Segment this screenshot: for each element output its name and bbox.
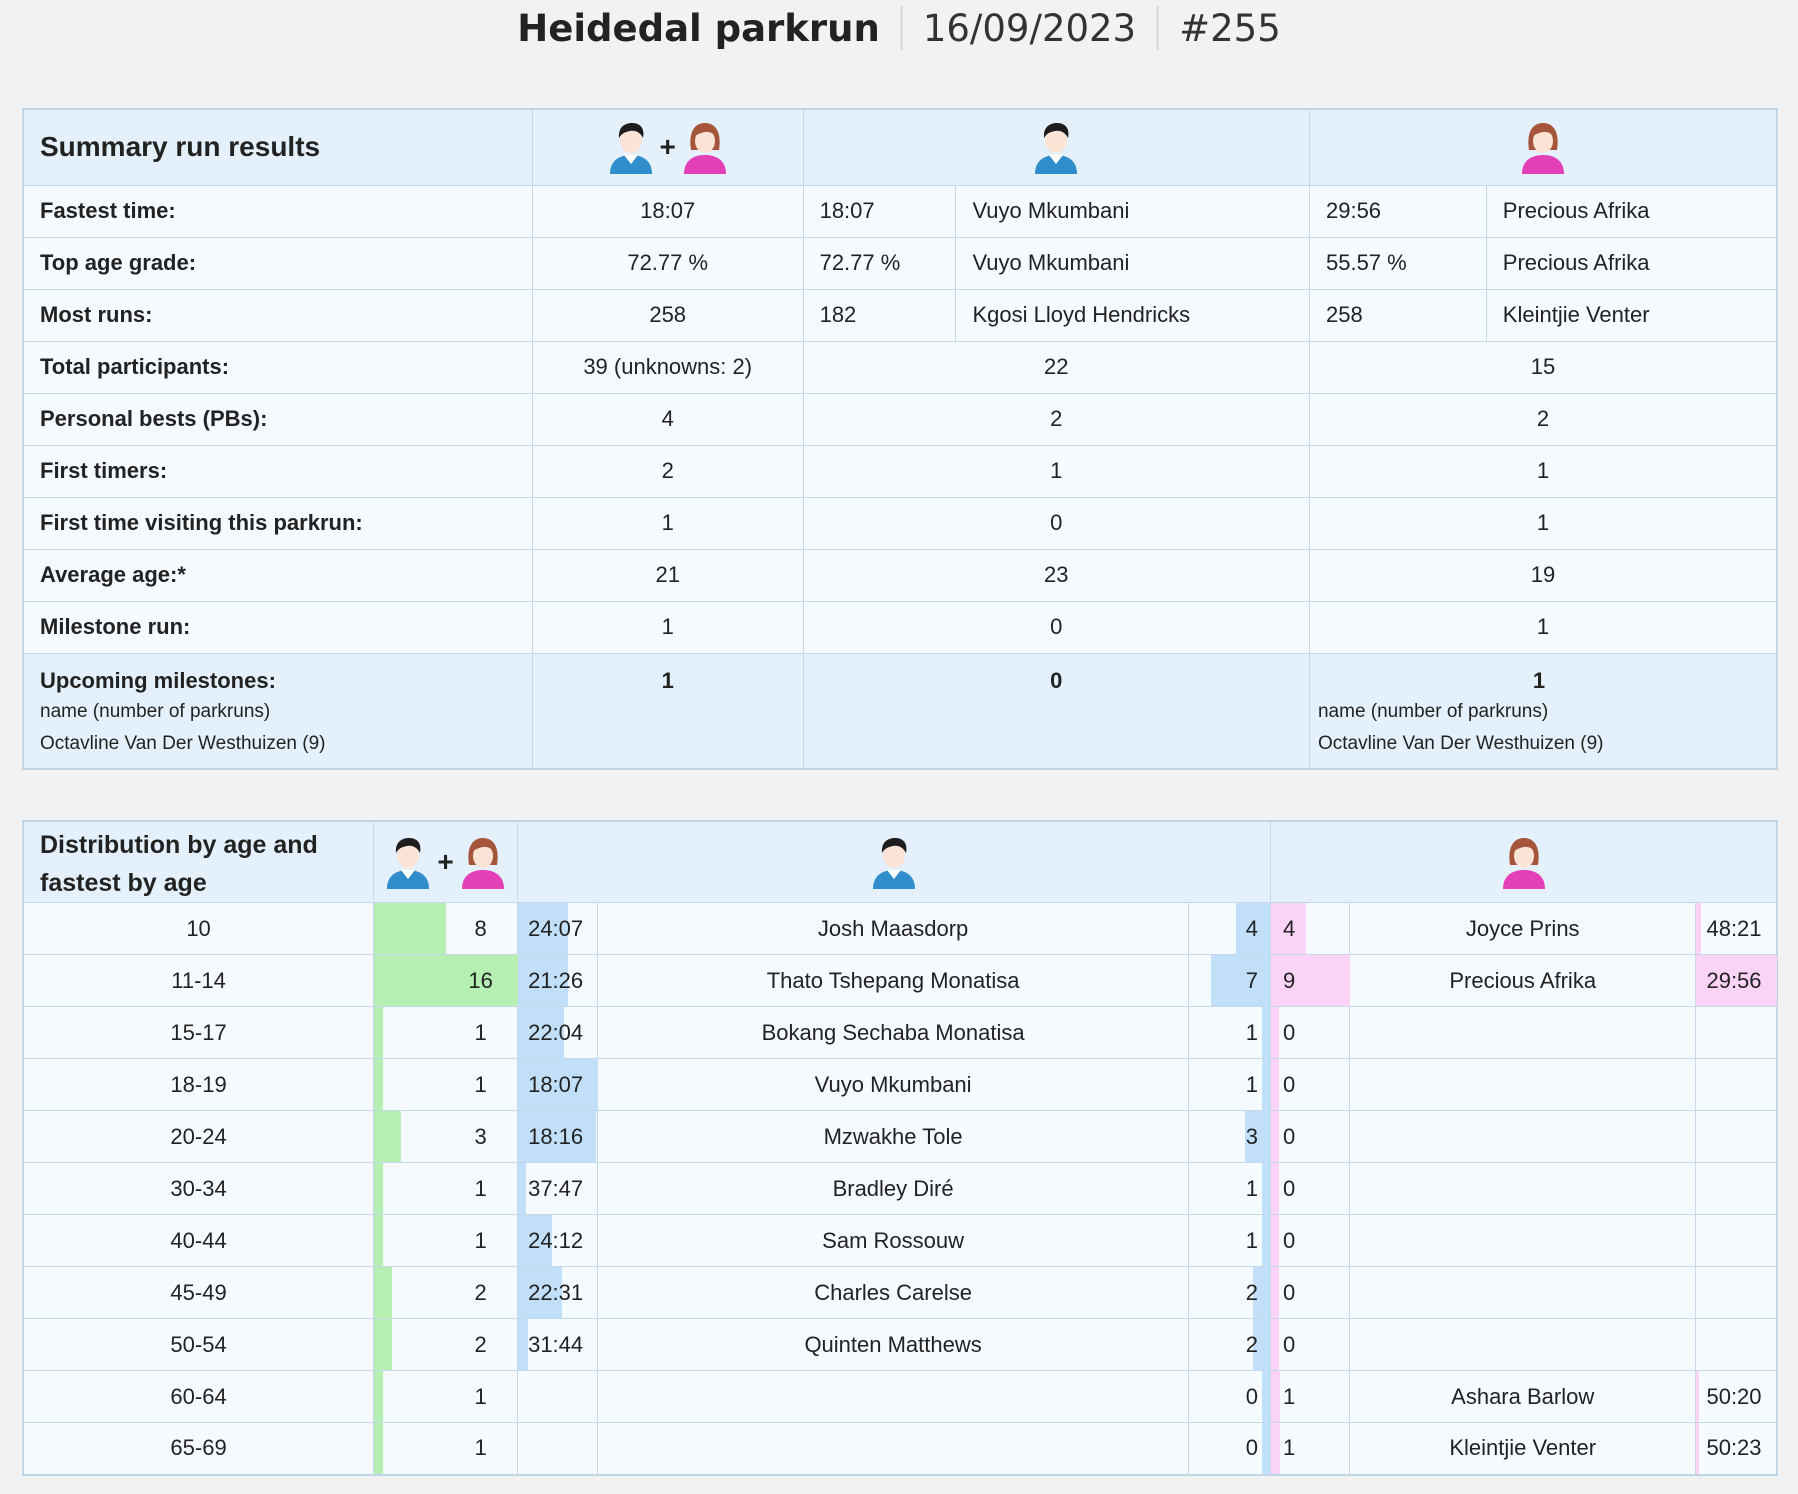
event-date: 16/09/2023 <box>922 6 1137 50</box>
female-fastest-time: 50:23 <box>1706 1435 1762 1461</box>
female-time-cell <box>1696 1163 1777 1215</box>
summary-row-average-age <box>23 549 1777 601</box>
female-count-cell <box>1271 1267 1350 1319</box>
female-fastest-name: Ashara Barlow <box>1349 1371 1696 1423</box>
row-label: Average age:* <box>23 549 532 601</box>
row-label: Milestone run: <box>23 601 532 653</box>
female-count-bar <box>1271 1163 1279 1214</box>
total-count-bar <box>374 1111 401 1162</box>
female-fastest-name <box>1349 1111 1696 1163</box>
summary-row-first-visit <box>23 497 1777 549</box>
age-group: 40-44 <box>23 1215 374 1267</box>
total-count: 1 <box>474 1071 487 1097</box>
male-count: 4 <box>1245 915 1259 941</box>
age-group: 30-34 <box>23 1163 374 1215</box>
row-label: Total participants: <box>23 341 532 393</box>
female-count-cell <box>1271 1059 1350 1111</box>
male-count-cell <box>1189 1319 1271 1371</box>
total-count-bar <box>374 1059 383 1110</box>
upcoming-name: Octavline Van Der Westhuizen (9) <box>40 732 326 754</box>
female-fastest-time: 50:20 <box>1706 1383 1762 1409</box>
total-count: 1 <box>474 1227 487 1253</box>
female-avatar-icon <box>680 120 730 174</box>
female-time-cell <box>1696 1371 1777 1423</box>
row-label: Most runs: <box>23 289 532 341</box>
male-count-cell <box>1189 1371 1271 1423</box>
female-name: Precious Afrika <box>1486 237 1777 289</box>
male-value: 72.77 % <box>803 237 956 289</box>
male-fastest-name: Quinten Matthews <box>598 1319 1189 1371</box>
male-count-cell <box>1189 1059 1271 1111</box>
summary-row-pbs <box>23 393 1777 445</box>
male-count: 0 <box>1245 1435 1259 1461</box>
table-row <box>23 1215 1777 1267</box>
male-time-bar <box>518 1163 526 1214</box>
male-name: Kgosi Lloyd Hendricks <box>956 289 1310 341</box>
distribution-header-row <box>23 821 1777 903</box>
total-count-cell <box>374 1423 518 1475</box>
female-value: 2 <box>1309 393 1777 445</box>
male-time-cell <box>518 1319 598 1371</box>
male-fastest-name: Charles Carelse <box>598 1267 1189 1319</box>
female-header <box>1271 821 1777 903</box>
male-count: 1 <box>1245 1227 1259 1253</box>
all-header <box>532 109 803 185</box>
header-divider <box>1156 6 1159 50</box>
female-count: 0 <box>1283 1123 1296 1149</box>
total-count-cell <box>374 1111 518 1163</box>
male-fastest-name: Vuyo Mkumbani <box>598 1059 1189 1111</box>
row-label: First time visiting this parkrun: <box>23 497 532 549</box>
female-count: 0 <box>1283 1279 1296 1305</box>
total-count: 1 <box>474 1019 487 1045</box>
male-count-cell <box>1189 1423 1271 1475</box>
male-time-bar <box>518 1319 528 1370</box>
female-count: 0 <box>1283 1227 1296 1253</box>
total-count: 1 <box>474 1435 487 1461</box>
table-row <box>23 1059 1777 1111</box>
male-time-cell <box>518 903 598 955</box>
upcoming-female-name: Octavline Van Der Westhuizen (9) <box>1317 732 1604 754</box>
female-count: 1 <box>1283 1435 1296 1461</box>
male-header <box>803 109 1309 185</box>
row-label: First timers: <box>23 445 532 497</box>
female-time-cell <box>1696 1215 1777 1267</box>
male-fastest-name: Bokang Sechaba Monatisa <box>598 1007 1189 1059</box>
plus-sign: + <box>659 131 676 163</box>
male-value: 182 <box>803 289 956 341</box>
female-fastest-name <box>1349 1163 1696 1215</box>
table-row <box>23 1319 1777 1371</box>
male-fastest-time: 22:31 <box>528 1279 584 1305</box>
total-count-cell <box>374 1215 518 1267</box>
age-group: 50-54 <box>23 1319 374 1371</box>
all-value: 1 <box>532 601 803 653</box>
female-value: 15 <box>1309 341 1777 393</box>
table-row <box>23 903 1777 955</box>
female-count-cell <box>1271 903 1350 955</box>
female-fastest-name <box>1349 1007 1696 1059</box>
age-group: 20-24 <box>23 1111 374 1163</box>
row-label: Top age grade: <box>23 237 532 289</box>
female-name: Precious Afrika <box>1486 185 1777 237</box>
female-time-cell <box>1696 1007 1777 1059</box>
summary-table <box>22 108 1778 770</box>
upcoming-all-count: 1 <box>661 667 674 693</box>
table-row <box>23 1111 1777 1163</box>
row-label: Upcoming milestones: <box>40 667 276 693</box>
upcoming-male-count: 0 <box>1050 667 1063 693</box>
total-count-bar <box>374 903 446 954</box>
total-count: 1 <box>474 1383 487 1409</box>
total-count-bar <box>374 1007 383 1058</box>
female-count-bar <box>1271 1423 1280 1474</box>
male-avatar-icon <box>869 835 919 889</box>
male-count-cell <box>1189 955 1271 1007</box>
summary-row-milestone <box>23 601 1777 653</box>
summary-row-most-runs <box>23 289 1777 341</box>
table-row <box>23 1371 1777 1423</box>
all-header <box>374 821 518 903</box>
age-group: 10 <box>23 903 374 955</box>
female-count: 0 <box>1283 1071 1296 1097</box>
male-fastest-name <box>598 1423 1189 1475</box>
all-value: 72.77 % <box>532 237 803 289</box>
total-count: 16 <box>468 967 493 993</box>
summary-row-participants <box>23 341 1777 393</box>
male-count-cell <box>1189 1163 1271 1215</box>
male-avatar-icon <box>606 120 656 174</box>
female-fastest-name <box>1349 1215 1696 1267</box>
female-time-cell <box>1696 1059 1777 1111</box>
total-count-bar <box>374 1319 392 1370</box>
all-value: 39 (unknowns: 2) <box>532 341 803 393</box>
total-count-cell <box>374 1371 518 1423</box>
female-count-cell <box>1271 1215 1350 1267</box>
male-fastest-time: 37:47 <box>528 1175 584 1201</box>
male-count: 2 <box>1245 1279 1259 1305</box>
male-count-cell <box>1189 1007 1271 1059</box>
female-fastest-name: Kleintjie Venter <box>1349 1423 1696 1475</box>
female-count: 0 <box>1283 1019 1296 1045</box>
female-time-cell <box>1696 955 1777 1007</box>
total-count: 8 <box>474 915 487 941</box>
total-count-bar <box>374 955 518 1006</box>
female-value: 258 <box>1309 289 1486 341</box>
female-count-bar <box>1271 1267 1279 1318</box>
female-value: 29:56 <box>1309 185 1486 237</box>
age-group: 15-17 <box>23 1007 374 1059</box>
female-header <box>1309 109 1777 185</box>
total-count-cell <box>374 903 518 955</box>
total-count-bar <box>374 1423 383 1474</box>
table-row <box>23 955 1777 1007</box>
male-fastest-time: 24:12 <box>528 1227 584 1253</box>
male-count-bar <box>1262 1215 1270 1266</box>
female-fastest-name <box>1349 1059 1696 1111</box>
male-fastest-name: Bradley Diré <box>598 1163 1189 1215</box>
total-count-cell <box>374 1007 518 1059</box>
summary-row-first-timers <box>23 445 1777 497</box>
male-fastest-name: Mzwakhe Tole <box>598 1111 1189 1163</box>
upcoming-milestones-cell <box>23 653 532 769</box>
male-value: 22 <box>803 341 1309 393</box>
female-count-bar <box>1271 1371 1280 1422</box>
female-count-bar <box>1271 1059 1279 1110</box>
male-count-bar <box>1262 1371 1270 1422</box>
male-count-bar <box>1262 1423 1270 1474</box>
female-time-bar <box>1696 1423 1699 1474</box>
age-group: 45-49 <box>23 1267 374 1319</box>
total-count-cell <box>374 1319 518 1371</box>
table-row <box>23 1007 1777 1059</box>
female-count-cell <box>1271 1319 1350 1371</box>
male-fastest-name: Josh Maasdorp <box>598 903 1189 955</box>
male-time-cell <box>518 1423 598 1475</box>
age-group: 11-14 <box>23 955 374 1007</box>
female-count: 9 <box>1283 967 1296 993</box>
total-count-bar <box>374 1371 383 1422</box>
female-count-bar <box>1271 1111 1279 1162</box>
female-fastest-time: 29:56 <box>1706 967 1762 993</box>
all-value: 21 <box>532 549 803 601</box>
female-fastest-name <box>1349 1267 1696 1319</box>
male-name: Vuyo Mkumbani <box>956 185 1310 237</box>
all-value: 258 <box>532 289 803 341</box>
summary-row-fastest <box>23 185 1777 237</box>
male-fastest-name <box>598 1371 1189 1423</box>
male-count-bar <box>1211 955 1270 1006</box>
male-count: 1 <box>1245 1175 1259 1201</box>
male-value: 0 <box>803 497 1309 549</box>
male-time-cell <box>518 955 598 1007</box>
female-avatar-icon <box>1499 835 1549 889</box>
total-count: 3 <box>474 1123 487 1149</box>
female-value: 19 <box>1309 549 1777 601</box>
all-value <box>532 653 803 769</box>
table-row <box>23 1423 1777 1475</box>
male-count-bar <box>1262 1007 1270 1058</box>
female-fastest-name: Precious Afrika <box>1349 955 1696 1007</box>
female-avatar-icon <box>458 835 508 889</box>
male-avatar-icon <box>1031 120 1081 174</box>
female-time-cell <box>1696 903 1777 955</box>
male-count-cell <box>1189 1267 1271 1319</box>
summary-header-row <box>23 109 1777 185</box>
male-count: 2 <box>1245 1331 1259 1357</box>
upcoming-sub-label: name (number of parkruns) <box>40 700 271 722</box>
female-time-cell <box>1696 1111 1777 1163</box>
header-divider <box>900 6 903 50</box>
total-count: 2 <box>474 1331 487 1357</box>
female-time-cell <box>1696 1267 1777 1319</box>
male-time-cell <box>518 1007 598 1059</box>
row-label: Personal bests (PBs): <box>23 393 532 445</box>
total-count-cell <box>374 1059 518 1111</box>
male-count-cell <box>1189 1111 1271 1163</box>
female-value: 1 <box>1309 445 1777 497</box>
male-time-cell <box>518 1215 598 1267</box>
male-count: 0 <box>1245 1383 1259 1409</box>
male-count-bar <box>1262 1163 1270 1214</box>
female-time-bar <box>1696 1371 1699 1422</box>
event-number: #255 <box>1179 6 1281 50</box>
male-value <box>803 653 1309 769</box>
total-count: 2 <box>474 1279 487 1305</box>
summary-row-age-grade <box>23 237 1777 289</box>
female-fastest-time: 48:21 <box>1706 915 1762 941</box>
female-count-cell <box>1271 1163 1350 1215</box>
male-fastest-time: 18:16 <box>528 1123 584 1149</box>
table-row <box>23 1267 1777 1319</box>
female-avatar-icon <box>1518 120 1568 174</box>
male-time-cell <box>518 1059 598 1111</box>
female-name: Kleintjie Venter <box>1486 289 1777 341</box>
male-fastest-time: 18:07 <box>528 1071 584 1097</box>
all-value: 4 <box>532 393 803 445</box>
page-title: Heidedal parkrun <box>517 6 880 50</box>
male-fastest-time: 21:26 <box>528 967 584 993</box>
male-count-bar <box>1262 1059 1270 1110</box>
female-count-bar <box>1271 1007 1279 1058</box>
age-group: 60-64 <box>23 1371 374 1423</box>
male-count: 3 <box>1245 1123 1259 1149</box>
row-label: Fastest time: <box>23 185 532 237</box>
male-fastest-time: 31:44 <box>528 1331 584 1357</box>
female-time-cell <box>1696 1319 1777 1371</box>
total-count: 1 <box>474 1175 487 1201</box>
all-value: 2 <box>532 445 803 497</box>
female-value: 1 <box>1309 601 1777 653</box>
age-group: 65-69 <box>23 1423 374 1475</box>
distribution-table <box>22 820 1778 1476</box>
male-time-cell <box>518 1111 598 1163</box>
female-count-cell <box>1271 955 1350 1007</box>
male-time-cell <box>518 1163 598 1215</box>
male-name: Vuyo Mkumbani <box>956 237 1310 289</box>
female-count-cell <box>1271 1371 1350 1423</box>
female-count-cell <box>1271 1007 1350 1059</box>
female-count: 0 <box>1283 1331 1296 1357</box>
male-count-cell <box>1189 903 1271 955</box>
female-value: 1 <box>1309 497 1777 549</box>
total-count-bar <box>374 1163 383 1214</box>
male-time-cell <box>518 1267 598 1319</box>
male-count-cell <box>1189 1215 1271 1267</box>
female-time-cell <box>1696 1423 1777 1475</box>
summary-title: Summary run results <box>23 109 532 185</box>
male-count: 1 <box>1245 1071 1259 1097</box>
female-count: 0 <box>1283 1175 1296 1201</box>
total-count-bar <box>374 1215 383 1266</box>
page-header <box>0 0 1798 56</box>
female-fastest-name <box>1349 1319 1696 1371</box>
table-row <box>23 1163 1777 1215</box>
male-value: 1 <box>803 445 1309 497</box>
male-fastest-name: Sam Rossouw <box>598 1215 1189 1267</box>
male-count: 7 <box>1245 967 1259 993</box>
female-count-bar <box>1271 1319 1279 1370</box>
plus-sign: + <box>437 846 454 877</box>
female-fastest-name: Joyce Prins <box>1349 903 1696 955</box>
upcoming-female-count: 1 <box>1532 667 1546 693</box>
all-value: 18:07 <box>532 185 803 237</box>
female-count-cell <box>1271 1423 1350 1475</box>
total-count-cell <box>374 1267 518 1319</box>
total-count-cell <box>374 1163 518 1215</box>
male-header <box>518 821 1271 903</box>
male-value: 0 <box>803 601 1309 653</box>
male-value: 2 <box>803 393 1309 445</box>
female-time-bar <box>1696 903 1700 954</box>
upcoming-female-sub-label: name (number of parkruns) <box>1317 700 1549 722</box>
female-value: 55.57 % <box>1309 237 1486 289</box>
age-group: 18-19 <box>23 1059 374 1111</box>
male-count: 1 <box>1245 1019 1259 1045</box>
male-fastest-time: 24:07 <box>528 915 584 941</box>
summary-row-upcoming-milestones <box>23 653 1777 769</box>
distribution-title: Distribution by age and fastest by age <box>23 821 374 903</box>
male-fastest-time: 22:04 <box>528 1019 584 1045</box>
total-count-cell <box>374 955 518 1007</box>
male-time-cell <box>518 1371 598 1423</box>
total-count-bar <box>374 1267 392 1318</box>
female-value <box>1309 653 1777 769</box>
all-value: 1 <box>532 497 803 549</box>
female-count-bar <box>1271 1215 1279 1266</box>
male-value: 23 <box>803 549 1309 601</box>
male-avatar-icon <box>383 835 433 889</box>
male-value: 18:07 <box>803 185 956 237</box>
male-fastest-name: Thato Tshepang Monatisa <box>598 955 1189 1007</box>
female-count-cell <box>1271 1111 1350 1163</box>
female-count: 4 <box>1283 915 1296 941</box>
female-count: 1 <box>1283 1383 1296 1409</box>
